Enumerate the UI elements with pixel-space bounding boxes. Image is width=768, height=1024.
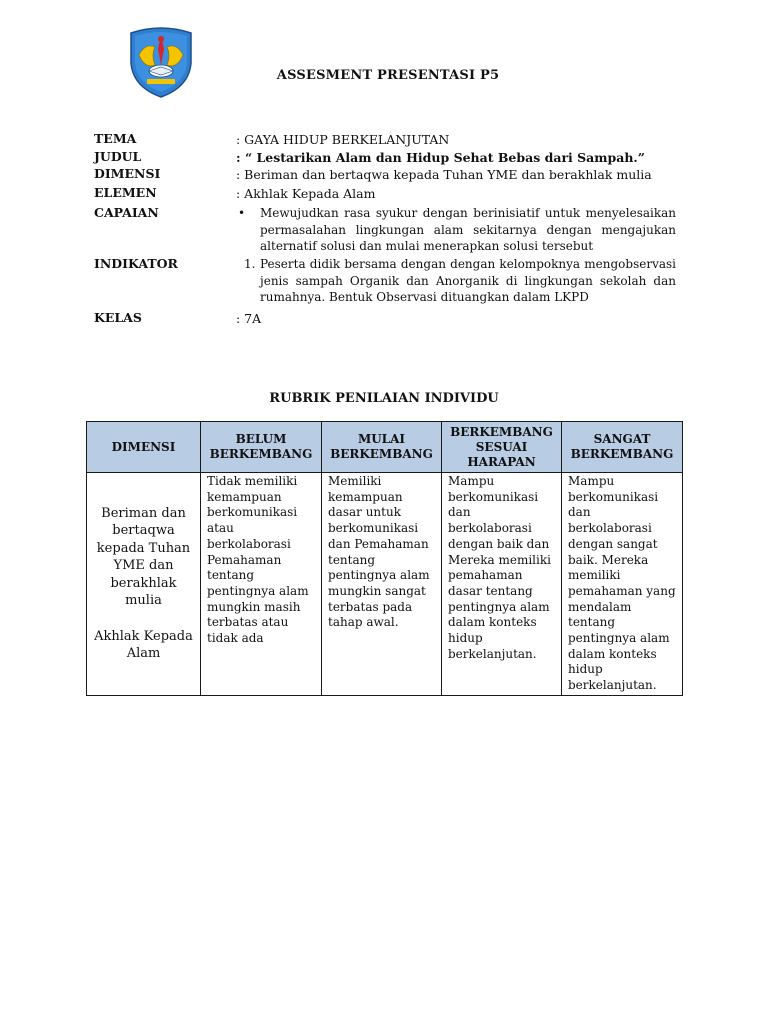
indikator-number: 1. bbox=[244, 257, 256, 271]
indikator-value bbox=[236, 256, 676, 306]
kelas-label: KELAS bbox=[94, 310, 142, 325]
capaian-text: Mewujudkan rasa syukur dengan berinisiatif untuk menyelesaikan permasalahan lingkungan alam sekitarnya dengan mengajukan alternatif solusi dan mulai menerapkan solusi tersebut bbox=[260, 206, 676, 253]
judul-value: : “ Lestarikan Alam dan Hidup Sehat Bebas dari Sampah.” bbox=[236, 150, 645, 165]
document-title: ASSESMENT PRESENTASI P5 bbox=[276, 68, 500, 83]
judul-label: JUDUL bbox=[94, 149, 142, 164]
rubric-title: RUBRIK PENILAIAN INDIVIDU bbox=[269, 391, 499, 406]
capaian-value bbox=[236, 205, 676, 255]
capaian-label: CAPAIAN bbox=[94, 205, 159, 220]
capaian-list-item bbox=[236, 205, 676, 255]
kelas-value: : 7A bbox=[236, 311, 262, 326]
school-crest-logo bbox=[125, 25, 197, 99]
indikator-list-item bbox=[236, 256, 676, 306]
elemen-text: Akhlak Kepada Alam bbox=[94, 628, 193, 662]
dimensi-label: DIMENSI bbox=[94, 166, 161, 181]
indikator-label: INDIKATOR bbox=[94, 256, 178, 271]
elemen-value: : Akhlak Kepada Alam bbox=[236, 186, 376, 201]
header-berkembang-sesuai-harapan: BERKEMBANG SESUAI HARAPAN bbox=[442, 422, 562, 473]
cell-berkembang-sesuai-harapan: Mampu berkomunikasi dan berkolaborasi dengan baik dan Mereka memiliki pemahaman dasar tentang pentingnya alam dalam konteks hidup berkelanjutan. bbox=[442, 473, 562, 696]
cell-belum-berkembang: Tidak memiliki kemampuan berkomunikasi atau berkolaborasi Pemahaman tentang pentingnya alam mungkin masih terbatas atau tidak ada bbox=[201, 473, 322, 696]
cell-mulai-berkembang: Memiliki kemampuan dasar untuk berkomunikasi dan Pemahaman tentang pentingnya alam mungkin sangat terbatas pada tahap awal. bbox=[322, 473, 442, 696]
table-header-row bbox=[87, 422, 683, 473]
header-sangat-berkembang: SANGAT BERKEMBANG bbox=[562, 422, 683, 473]
tema-label: TEMA bbox=[94, 131, 137, 146]
cell-sangat-berkembang: Mampu berkomunikasi dan berkolaborasi dengan sangat baik. Mereka memiliki pemahaman yang mendalam tentang pentingnya alam dalam konteks hidup berkelanjutan. bbox=[562, 473, 683, 696]
header-belum-berkembang: BELUM BERKEMBANG bbox=[201, 422, 322, 473]
cell-dimensi bbox=[87, 473, 201, 696]
tema-value: : GAYA HIDUP BERKELANJUTAN bbox=[236, 132, 450, 147]
dimensi-text: Beriman dan bertaqwa kepada Tuhan YME dan berakhlak mulia bbox=[96, 505, 191, 609]
elemen-label: ELEMEN bbox=[94, 185, 157, 200]
header-dimensi: DIMENSI bbox=[87, 422, 201, 473]
rubric-table bbox=[86, 421, 683, 696]
bullet-icon: • bbox=[238, 206, 246, 220]
indikator-text: Peserta didik bersama dengan dengan kelompoknya mengobservasi jenis sampah Organik dan Anorganik di lingkungan sekolah dan rumahnya. Bentuk Observasi dituangkan dalam LKPD bbox=[260, 257, 676, 304]
dimensi-value: : Beriman dan bertaqwa kepada Tuhan YME dan berakhlak mulia bbox=[236, 167, 652, 182]
table-row bbox=[87, 473, 683, 696]
header-mulai-berkembang: MULAI BERKEMBANG bbox=[322, 422, 442, 473]
